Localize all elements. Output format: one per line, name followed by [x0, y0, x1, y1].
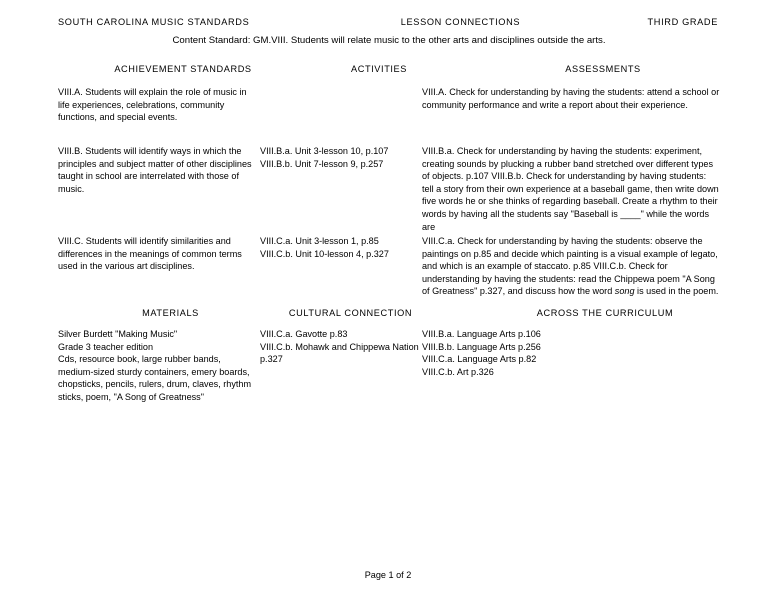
cell-across-the-curriculum — [422, 328, 720, 378]
cell-assessment-viii-b: VIII.B.a. Check for understanding by having the students: experiment, creating sounds by plucking a rubber band stretched over different types of objects. p.107 VIII.B.b. Check for understanding by having students: tell a story from their own experience at a baseball game, then write down five words he or she thinks of regarding baseball. Create a rhythm to their words by having all the students say "Baseball is ____" while the words are — [422, 146, 719, 232]
across-curriculum-line-2: VIII.B.b. Language Arts p.256 — [422, 341, 541, 352]
bottom-section-headers-row — [58, 308, 720, 322]
document-header — [58, 17, 718, 27]
cell-standard-viii-a: VIII.A. Students will explain the role of music in life experiences, celebrations, community functions, and special events. — [58, 87, 247, 123]
column-headers-row — [58, 64, 720, 78]
activity-line-viii-c-a: VIII.C.a. Unit 3-lesson 1, p.85 — [260, 236, 379, 246]
cell-activities-viii-c — [260, 235, 420, 260]
cell-standard-viii-c: VIII.C. Students will identify similarities and differences in the meanings of common terms used in the various art disciplines. — [58, 236, 242, 272]
cell-cultural-connection — [260, 328, 430, 366]
across-curriculum-line-4: VIII.C.b. Art p.326 — [422, 366, 494, 377]
assessment-viii-c-italic-term: song — [614, 286, 635, 297]
materials-line-3: Cds, resource book, large rubber bands, medium-sized sturdy containers, emery boards, chopsticks, pencils, rulers, drum, claves, rhythm sticks, poem, "A Song of Greatness" — [58, 354, 252, 402]
activity-line-viii-b-a: VIII.B.a. Unit 3-lesson 10, p.107 — [260, 146, 389, 156]
cultural-connection-line-2: VIII.C.b. Mohawk and Chippewa Nation p.327 — [260, 341, 419, 365]
header-center-title: LESSON CONNECTIONS — [400, 17, 521, 27]
assessment-viii-c-part1: VIII.C.a. Check for understanding by having the students: observe the paintings on p.85 and decide which painting is a visual example of legato, and which is an example of staccato. p.85 VIII.C.b. Check for understanding by having the students: read the Chippewa poem "A Song of Greatness" p.327, and discuss how the word — [422, 236, 718, 297]
column-header-assessments: ASSESSMENTS — [565, 64, 641, 74]
section-header-materials: MATERIALS — [142, 308, 199, 318]
standards-grid — [58, 86, 720, 297]
standards-row-viii-c — [58, 235, 720, 319]
cell-assessment-viii-a: VIII.A. Check for understanding by having the students: attend a school or community performance and write a report about their experience. — [422, 87, 720, 110]
assessment-viii-c-part2: is used in the poem. — [634, 286, 719, 297]
column-header-activities: ACTIVITIES — [350, 64, 408, 74]
materials-line-1: Silver Burdett "Making Music" — [58, 329, 178, 339]
activity-line-viii-b-b: VIII.B.b. Unit 7-lesson 9, p.257 — [260, 158, 384, 169]
cell-activities-viii-b — [260, 145, 420, 170]
standards-row-viii-a — [58, 86, 720, 145]
across-curriculum-line-3: VIII.C.a. Language Arts p.82 — [422, 354, 537, 365]
header-right-title: THIRD GRADE — [647, 17, 718, 27]
cell-assessment-viii-c — [422, 235, 720, 298]
cultural-connection-line-1: VIII.C.a. Gavotte p.83 — [260, 329, 348, 339]
across-curriculum-line-1: VIII.B.a. Language Arts p.106 — [422, 329, 541, 339]
cell-materials — [58, 328, 258, 404]
page-footer: Page 1 of 2 — [364, 570, 412, 580]
standards-row-viii-b — [58, 145, 720, 235]
materials-line-2: Grade 3 teacher edition — [58, 341, 154, 352]
activity-line-viii-c-b: VIII.C.b. Unit 10-lesson 4, p.327 — [260, 248, 389, 259]
cell-standard-viii-b: VIII.B. Students will identify ways in which the principles and subject matter of other disciplines taught in school are interrelated with those of music. — [58, 146, 252, 194]
content-standard-text: Content Standard: GM.VIII. Students will relate music to the other arts and disciplines outside the arts. — [172, 35, 606, 46]
section-header-across-the-curriculum: ACROSS THE CURRICULUM — [536, 308, 674, 318]
column-header-achievement-standards: ACHIEVEMENT STANDARDS — [114, 64, 252, 74]
header-left-title: SOUTH CAROLINA MUSIC STANDARDS — [58, 17, 250, 27]
section-header-cultural-connection: CULTURAL CONNECTION — [288, 308, 413, 318]
